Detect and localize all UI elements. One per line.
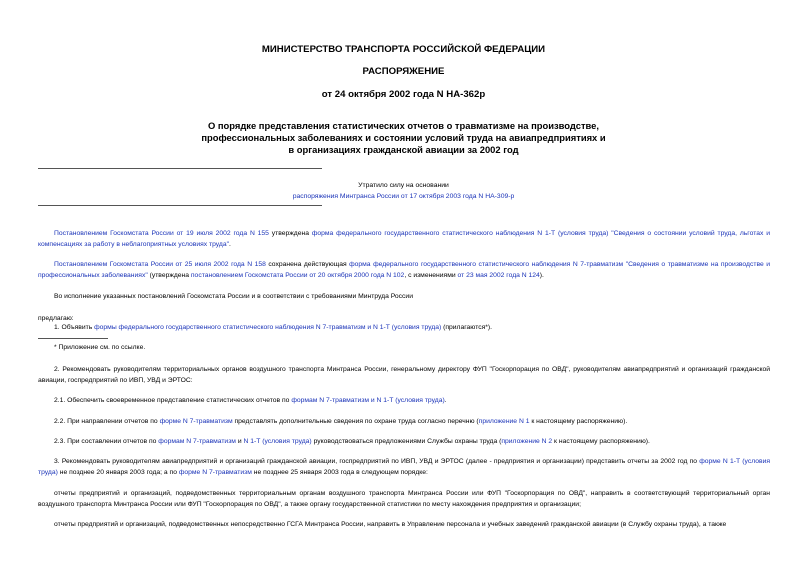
- goskomstat-102-link[interactable]: постановлением Госкомстата России от 20 октября 2000 года N 102: [190, 272, 405, 279]
- paragraph-12: отчеты предприятий и организаций, подведомственных непосредственно ГСГА Минтранса России, направить в Управление персонала и учебных заведений гражданской авиации (в Службу охраны труда), а также: [54, 521, 727, 528]
- paragraph-3: Во исполнение указанных постановлений Госкомстата России и в соответствии с требованиями Минтруда России: [54, 293, 413, 300]
- paragraph-10: [38, 456, 770, 478]
- text-run: 2.1. Обеспечить своевременное представление статистических отчетов по: [54, 397, 292, 404]
- text-run: представлять дополнительные сведения по охране труда согласно перечню (: [232, 418, 479, 425]
- paragraph-4: предлагаю:: [38, 315, 74, 322]
- text-run: сохранена действующая: [265, 261, 350, 268]
- text-run: .: [229, 241, 231, 248]
- form-1t-link[interactable]: форма федерального государственного статистического наблюдения N 1-Т (условия труда) "Сведения о состоянии условий труда, льготах и компенсациях за работу в неблагоприятных условиях труда": [38, 230, 770, 248]
- divider: [38, 168, 322, 169]
- footnote: * Приложение см. по ссылке.: [54, 344, 146, 351]
- text-run: 3. Рекомендовать руководителям авиапредприятий и организаций гражданской авиации, госпредприятий по ИВП, УВД и ЭРТОС (далее - предприятия и организации) представить отчеты за 2002 год по: [54, 458, 700, 465]
- form-1t-link[interactable]: форме N 1-Т (условия труда): [38, 458, 770, 476]
- title-line: О порядке представления статистических отчетов о травматизме на производстве,: [207, 120, 599, 131]
- paragraph-8: [38, 416, 770, 427]
- form-7-link[interactable]: формам N 7-травматизм: [158, 438, 236, 445]
- paragraph-6: 2. Рекомендовать руководителям территориальных органов воздушного транспорта Минтранса России, генеральному директору ФУП "Госкорпорация по ОВД", руководителям авиапредприятий и организаций гражданской авиации, госпредприятий по ИВП, УВД и ЭРТОС:: [38, 366, 770, 384]
- form-7-link[interactable]: форме N 7-травматизм: [178, 469, 252, 476]
- text-run: не позднее 25 января 2003 года в следующем порядке:: [251, 469, 428, 476]
- text-run: .: [444, 397, 447, 404]
- repeal-order-link[interactable]: распоряжения Минтранса России от 17 октября 2003 года N НА-309-р: [292, 193, 515, 200]
- goskomstat-155-link[interactable]: Постановлением Госкомстата России от 19 июля 2002 года N 155: [54, 230, 269, 237]
- repeal-status: [0, 180, 807, 202]
- form-7-link[interactable]: форме N 7-травматизм: [159, 418, 233, 425]
- paragraph-7: [38, 395, 770, 406]
- text-run: утверждена: [268, 230, 312, 237]
- text-run: к настоящему распоряжению).: [552, 438, 650, 445]
- forms-link[interactable]: формы федерального государственного статистического наблюдения N 7-травматизм и N 1-Т (условия труда): [94, 324, 442, 331]
- text-run: , с изменениями: [404, 272, 458, 279]
- divider: [38, 205, 322, 206]
- text-run: не позднее 20 января 2003 года; а по: [57, 469, 179, 476]
- appendix-1-link[interactable]: приложение N 1: [478, 418, 530, 425]
- paragraph-1: [38, 228, 770, 250]
- doc-type-heading: РАСПОРЯЖЕНИЕ: [362, 66, 445, 77]
- text-run: ).: [539, 272, 544, 279]
- paragraph-11: отчеты предприятий и организаций, подведомственных территориальным органам воздушного транспорта Минтранса России или ФУП "Госкорпорация по ОВД", направить в соответствующий территориальный орган воздушного транспорта Минтранса России или ФУП "Госкорпорация по ОВД", а также органу государственной статистики по месту нахождения предприятия и организации;: [38, 490, 770, 508]
- forms-7-1t-link[interactable]: формам N 7-травматизм и N 1-Т (условия труда): [291, 397, 445, 404]
- form-7-trauma-link[interactable]: форма федерального государственного статистического наблюдения N 7-травматизм "Сведения о травматизме на производстве и профессиональных заболеваниях": [38, 261, 770, 279]
- goskomstat-124-link[interactable]: от 23 мая 2002 года N 124: [457, 272, 540, 279]
- date-number-heading: от 24 октября 2002 года N НА-362р: [321, 89, 486, 100]
- paragraph-5: [38, 322, 770, 333]
- text-run: руководствоваться предложениями Службы охраны труда (: [311, 438, 502, 445]
- repeal-status-text: Утратило силу на основании: [358, 182, 449, 189]
- goskomstat-158-link[interactable]: Постановлением Госкомстата России от 25 июля 2002 года N 158: [54, 261, 266, 268]
- footnote-divider: [38, 338, 108, 339]
- text-run: (прилагаются*).: [441, 324, 493, 331]
- text-run: 2.2. При направлении отчетов по: [54, 418, 160, 425]
- title-line: в организациях гражданской авиации за 2002 год: [288, 143, 519, 155]
- text-run: и: [235, 438, 244, 445]
- text-run: к настоящему распоряжению).: [529, 418, 628, 425]
- title-line: профессиональных заболеваниях и состоянии условий труда на авиапредприятиях и: [201, 131, 606, 143]
- ministry-heading: МИНИСТЕРСТВО ТРАНСПОРТА РОССИЙСКОЙ ФЕДЕРАЦИИ: [261, 44, 546, 55]
- text-run: 2.3. При составлении отчетов по: [54, 438, 159, 445]
- text-run: 1. Объявить: [54, 324, 95, 331]
- appendix-2-link[interactable]: приложение N 2: [501, 438, 553, 445]
- paragraph-9: [38, 436, 770, 447]
- text-run: (утверждена: [147, 272, 191, 279]
- form-1t-link[interactable]: N 1-Т (условия труда): [243, 438, 312, 445]
- document-title: [150, 120, 657, 155]
- paragraph-2: [38, 259, 770, 281]
